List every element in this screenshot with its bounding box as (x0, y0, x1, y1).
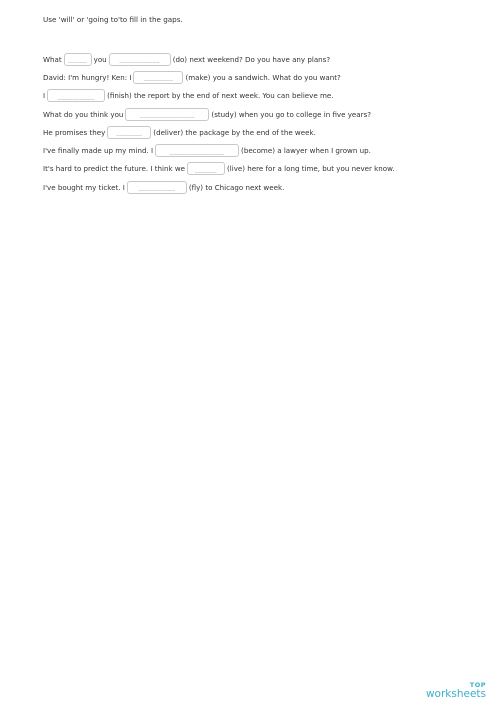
sentence-4 (43, 105, 473, 123)
gap-4-input[interactable]: _______________ (125, 108, 209, 121)
gap-1a-input[interactable]: _____ (64, 53, 92, 66)
gap-8-input[interactable]: __________ (127, 181, 187, 194)
logo-top-text: TOP (469, 681, 486, 689)
sentence-6 (43, 141, 473, 159)
logo-worksheets-text: worksheets (425, 687, 486, 700)
sentence-5 (43, 123, 473, 141)
sentence-text: I've finally made up my mind. I (43, 146, 154, 156)
sentence-1 (43, 50, 473, 68)
sentence-8 (43, 178, 473, 196)
gap-7-input[interactable]: ______ (187, 162, 225, 175)
gap-5-input[interactable]: _______ (107, 126, 151, 139)
sentence-text: What do you think you (43, 109, 124, 119)
sentence-text: David: I'm hungry! Ken: I (43, 72, 132, 82)
gap-2-input[interactable]: ________ (133, 71, 183, 84)
sentence-7 (43, 160, 473, 178)
sentence-text: I've bought my ticket. I (43, 182, 125, 192)
sentence-3 (43, 87, 473, 105)
sentence-text: (study) when you go to college in five years? (211, 109, 372, 119)
instructions: Use 'will' or 'going to'to fill in the gaps. (43, 15, 183, 24)
sentence-text: I (43, 91, 46, 101)
sentence-text: It's hard to predict the future. I think we (43, 164, 186, 174)
sentence-text: (finish) the report by the end of next week. You can believe me. (107, 91, 334, 101)
gap-3-input[interactable]: __________ (47, 89, 105, 102)
exercise-list (43, 50, 473, 196)
sentence-text: (do) next weekend? Do you have any plans? (172, 54, 331, 64)
sentence-text: (make) you a sandwich. What do you want? (185, 72, 341, 82)
sentence-text: (become) a lawyer when I grown up. (241, 146, 371, 156)
sentence-2 (43, 68, 473, 86)
gap-1b-input[interactable]: ___________ (109, 53, 171, 66)
sentence-text: (fly) to Chicago next week. (188, 182, 285, 192)
sentence-text: you (93, 54, 107, 64)
topworksheets-logo (426, 682, 486, 699)
sentence-text: He promises they (43, 127, 106, 137)
gap-6-input[interactable]: _______________ (155, 144, 239, 157)
sentence-text: What (43, 54, 62, 64)
sentence-text: (deliver) the package by the end of the week. (153, 127, 316, 137)
sentence-text: (live) here for a long time, but you never know. (227, 164, 395, 174)
